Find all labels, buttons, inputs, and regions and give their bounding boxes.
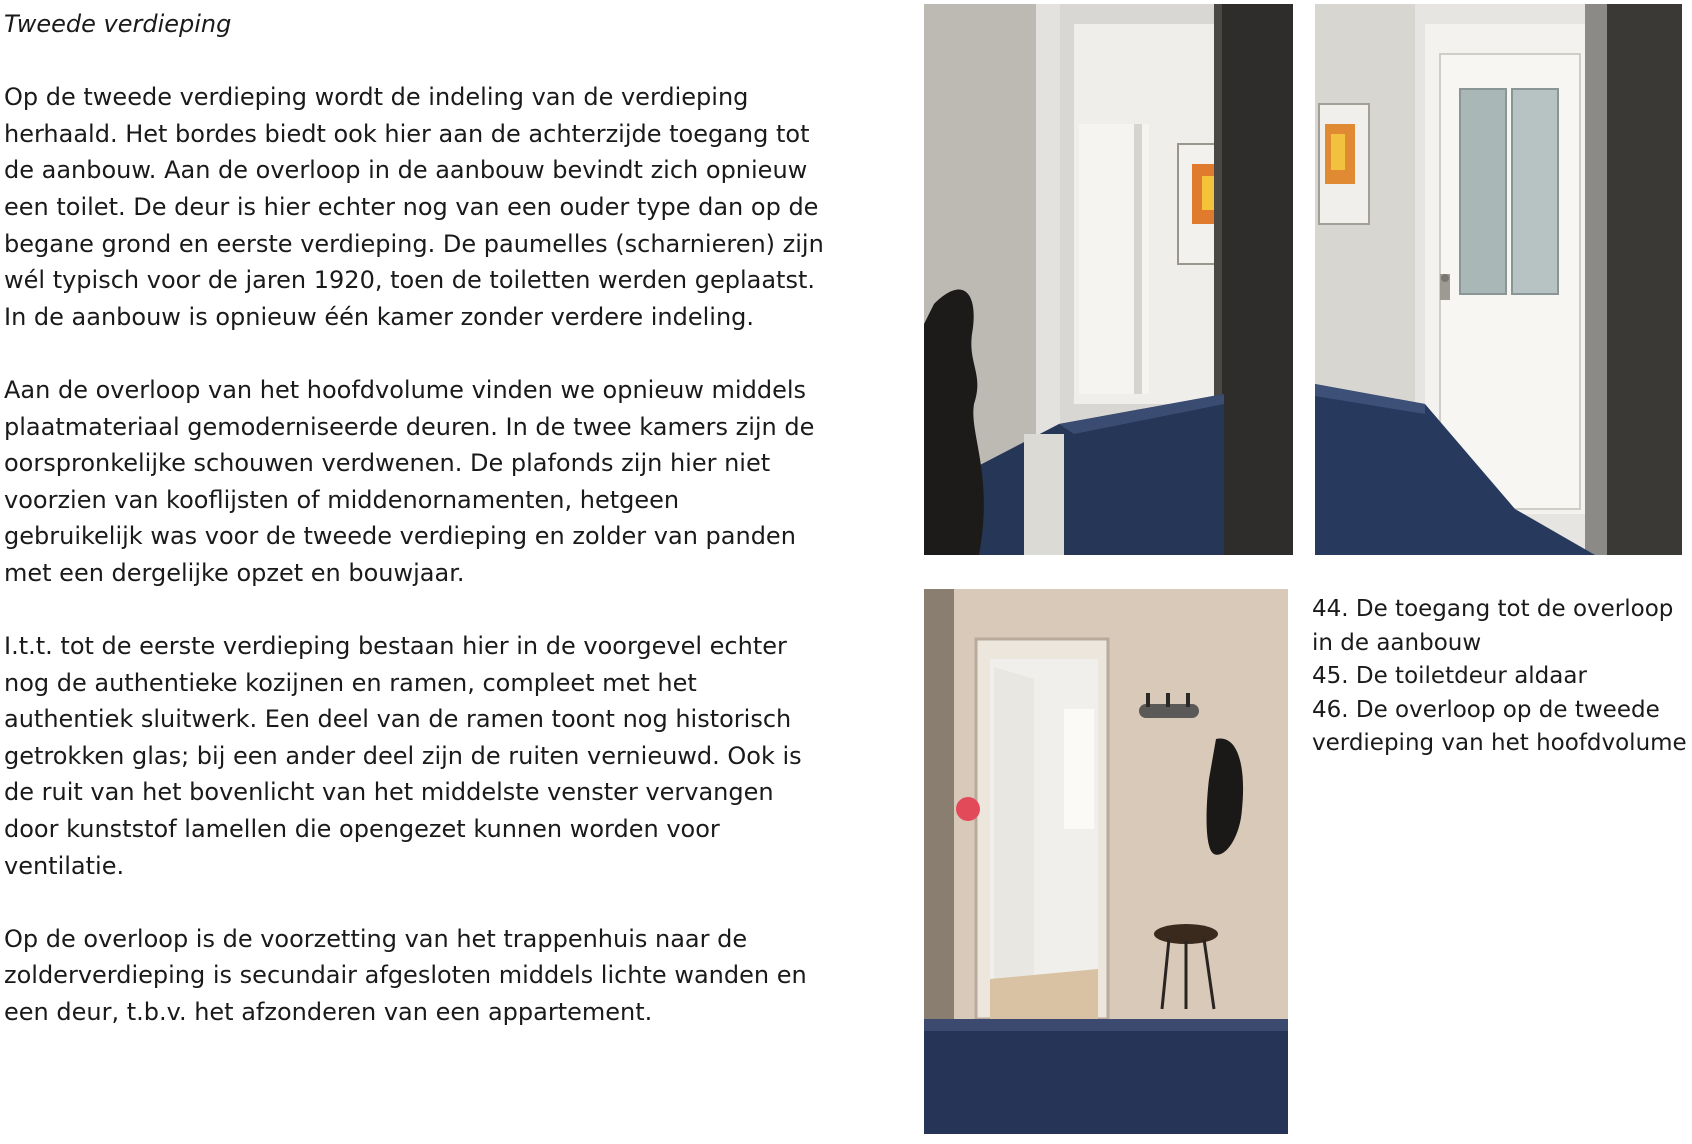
paragraph-2: Aan de overloop van het hoofdvolume vinden we opnieuw middels plaatmateriaal gemoderniseerde deuren. In de twee kamers zijn de oorspronkelijke schouwen verdwenen. De plafonds zijn hier niet voorzien van kooflijsten of middenornamenten, hetgeen gebruikelijk was voor de tweede verdieping en zolder van panden met een dergelijke opzet en bouwjaar. [4,375,815,587]
spacer [4,884,824,921]
photo-44-hallway-access [924,4,1293,555]
spacer [4,43,824,80]
photo-45-toilet-door [1315,4,1682,555]
photo-46-landing-main-volume [924,589,1288,1134]
spacer [4,335,824,372]
caption-44: 44. De toegang tot de overloop in de aanbouw [1312,596,1674,656]
photo-captions [1312,593,1687,761]
caption-45: 45. De toiletdeur aldaar [1312,663,1587,689]
paragraph-1: Op de tweede verdieping wordt de indeling van de verdieping herhaald. Het bordes biedt ook hier aan de achterzijde toegang tot de aanbouw. Aan de overloop in de aanbouw bevindt zich opnieuw een toilet. De deur is hier echter nog van een ouder type dan op de begane grond en eerste verdieping. De paumelles (scharnieren) zijn wél typisch voor de jaren 1920, toen de toiletten werden geplaatst. In de aanbouw is opnieuw één kamer zonder verdere indeling. [4,83,824,331]
section-heading: Tweede verdieping [4,10,232,38]
paragraph-3: I.t.t. tot de eerste verdieping bestaan hier in de voorgevel echter nog de authentieke kozijnen en ramen, compleet met het authentiek sluitwerk. Een deel van de ramen toont nog historisch getrokken glas; bij een ander deel zijn de ruiten vernieuwd. Ook is de ruit van het bovenlicht van het middelste venster vervangen door kunststof lamellen die opengezet kunnen worden voor ventilatie. [4,632,802,880]
caption-46: 46. De overloop op de tweede verdieping van het hoofdvolume [1312,696,1687,756]
body-text-column [4,6,824,1031]
paragraph-4: Op de overloop is de voorzetting van het trappenhuis naar de zolderverdieping is secundair afgesloten middels lichte wanden en een deur, t.b.v. het afzonderen van een appartement. [4,924,807,1027]
spacer [4,592,824,629]
